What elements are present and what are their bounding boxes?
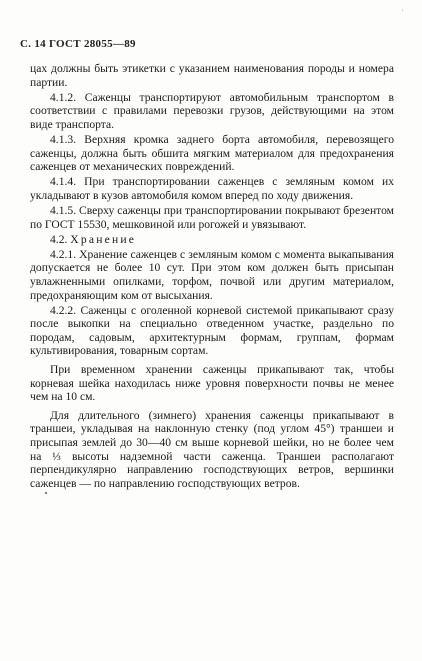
stray-dot [45, 492, 47, 494]
paragraph-4-1-4: 4.1.4. При транспортировании саженцев с земляным комом их укладывают в кузов автомобиля комом вперед по ходу движения. [30, 175, 394, 202]
paragraph-temporary-storage: При временном хранении саженцы прикапывают так, чтобы корневая шейка находилась ниже уровня поверхности почвы не менее чем на 10 см. [30, 362, 394, 404]
paragraph-long-term-storage: Для длительного (зимнего) хранения саженцы прикапывают в траншеи, укладывая на наклонную стенку (под углом 45°) траншеи и присыпая землей до 30—40 см выше корневой шейки, но не более чем на ⅓ высоты надземной части саженца. Траншеи располагают перпендикулярно направлению господствующих ветров, вершинки саженцев — по направлению господствующих ветров. [30, 408, 394, 490]
corner-mark: ' [402, 8, 404, 17]
section-number: 4.2. [50, 232, 68, 246]
page-header: С. 14 ГОСТ 28055—89 [20, 38, 136, 50]
paragraph-continuation: цах должны быть этикетки с указанием наименования породы и номера партии. [30, 62, 394, 89]
paragraph-4-2-1: 4.2.1. Хранение саженцев с земляным комом с момента выкапывания допускается не более 10 сут. При этом ком должен быть присыпан увлажненными опилками, торфом, почвой или другим материалом, предохраняющим ком от высыхания. [30, 247, 394, 302]
section-title: Хранение [70, 232, 137, 246]
paragraph-4-1-3: 4.1.3. Верхняя кромка заднего борта автомобиля, перевозящего саженцы, должна быть обшита мягким материалом для предохранения саженцев от механических повреждений. [30, 132, 394, 174]
document-body [30, 62, 394, 492]
paragraph-4-2-2: 4.2.2. Саженцы с оголенной корневой системой прикапывают сразу после выкопки на специально отведенном участке, раздельно по породам, садовым, архитектурным формам, группам, формам культивирования, товарным сортам. [30, 303, 394, 358]
paragraph-4-1-2: 4.1.2. Саженцы транспортируют автомобильным транспортом в соответствии с правилами перевозки грузов, действующими на этом виде транспорта. [30, 90, 394, 131]
paragraph-4-1-5: 4.1.5. Сверху саженцы при транспортировании покрывают брезентом по ГОСТ 15530, мешковиной или рогожей и увязывают. [30, 203, 394, 231]
section-heading-4-2 [30, 233, 394, 247]
